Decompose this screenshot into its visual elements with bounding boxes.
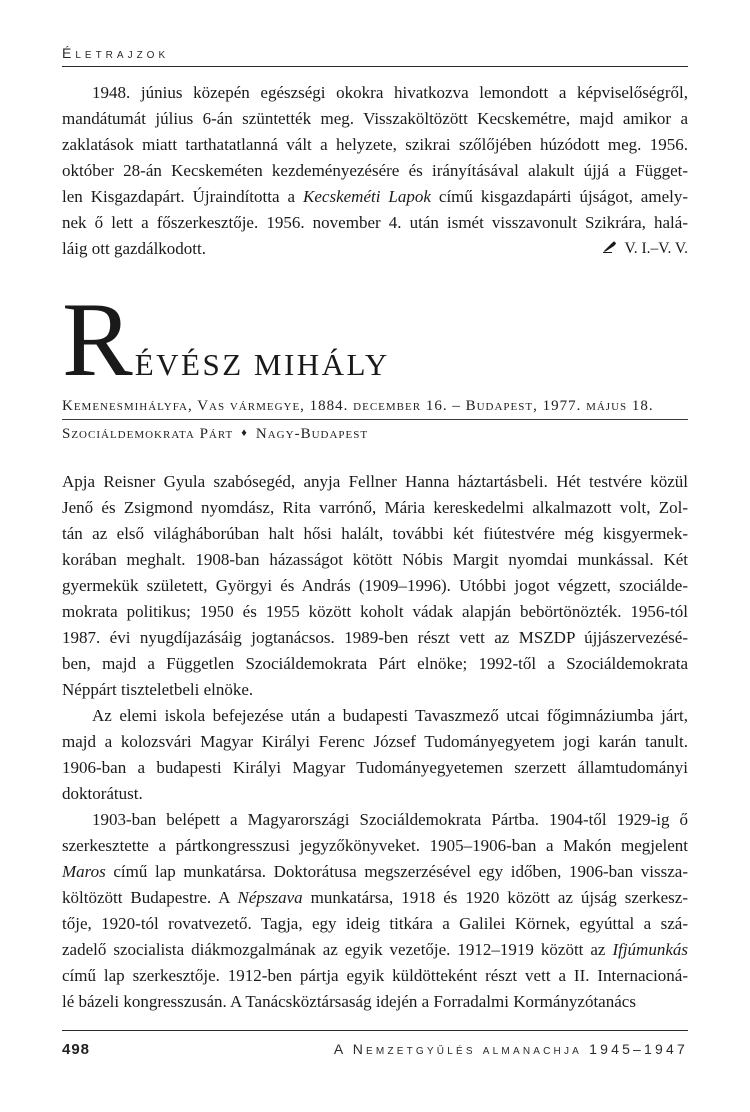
diamond-separator-icon: ♦ bbox=[241, 426, 248, 439]
text-line: című lap szerkesztője. 1912-ben pártja egyik küldötteként részt vett a II. Internacioná- bbox=[62, 966, 688, 985]
paragraph bbox=[62, 469, 688, 703]
text-line: ben, majd a Független Szociáldemokrata Párt elnöke; 1992-től a Szociáldemokrata bbox=[62, 654, 688, 673]
page-number: 498 bbox=[62, 1041, 91, 1058]
page-footer bbox=[62, 1030, 688, 1058]
text-line: zadelő szocialista diákmozgalmának az egyik vezetője. 1912–1919 között az Ifjúmunkás bbox=[62, 940, 688, 959]
text-line: nek ő lett a főszerkesztője. 1956. november 4. után ismét visszavonult Szikrára, halá- bbox=[62, 213, 688, 232]
text-line: költözött Budapestre. A Népszava munkatársa, 1918 és 1920 között az újság szerkesz- bbox=[62, 888, 688, 907]
text-line: tője, 1920-tól rovatvezető. Tagja, egy ideig titkára a Galilei Körnek, egyúttal a szá- bbox=[62, 914, 688, 933]
text-line: Az elemi iskola befejezése után a budapesti Tavaszmező utcai főgimnáziumba járt, bbox=[92, 706, 688, 725]
paragraph bbox=[62, 807, 688, 1015]
subtitle-rule bbox=[62, 419, 688, 420]
text-line: zaklatások miatt tarthatatlanná vált a helyzete, szikrai szőlőjében húzódott meg. 1956. bbox=[62, 135, 688, 154]
text-line: Jenő és Zsigmond nyomdász, Rita varrónő, Mária kereskedelmi alkalmazott volt, Zol- bbox=[62, 498, 688, 517]
text-line: len Kisgazdapárt. Újraindította a Kecskeméti Lapok című kisgazdapárti újságot, amely- bbox=[62, 187, 688, 206]
text-line: október 28-án Kecskeméten kezdeményezésére és irányításával alakult újjá a Függet- bbox=[62, 161, 688, 180]
text-line: 1906-ban a budapesti Királyi Magyar Tudományegyetemen szerzett államtudományi bbox=[62, 758, 688, 777]
author-signature bbox=[602, 236, 688, 262]
footer-rule bbox=[62, 1030, 688, 1031]
text-line: 1948. június közepén egészségi okokra hivatkozva lemondott a képviselőségről, bbox=[92, 83, 688, 102]
text-line: Maros című lap munkatársa. Doktorátusa megszerzésével egy időben, 1906-ban vissza- bbox=[62, 862, 688, 881]
header-rule bbox=[62, 66, 688, 67]
party-district-line bbox=[62, 425, 688, 443]
entry-name-heading bbox=[62, 281, 688, 398]
pen-icon bbox=[602, 236, 619, 262]
text-line: mokrata politikus; 1950 és 1955 között koholt vádak alapján bebörtönözték. 1956-tól bbox=[62, 602, 688, 621]
drop-cap-initial: R bbox=[62, 281, 133, 398]
birth-death-line: Kemenesmihályfa, Vas vármegye, 1884. december 16. – Budapest, 1977. május 18. bbox=[62, 398, 654, 414]
previous-entry-paragraph bbox=[62, 80, 688, 262]
party-name: Szociáldemokrata Párt bbox=[62, 426, 234, 442]
author-initials: V. I.–V. V. bbox=[624, 240, 688, 257]
text-line: Apja Reisner Gyula szabósegéd, anyja Fellner Hanna háztartásbeli. Hét testvére közül bbox=[62, 472, 688, 491]
text-line: doktorátust. bbox=[62, 784, 143, 803]
text-line: mandátumát július 6-án szüntették meg. Visszaköltözött Kecskemétre, majd amikor a bbox=[62, 109, 688, 128]
district-name: Nagy-Budapest bbox=[255, 426, 369, 442]
text-line: Néppárt tiszteletbeli elnöke. bbox=[62, 680, 254, 699]
paragraph bbox=[62, 703, 688, 807]
text-line: gyermekük született, Györgyi és András (1909–1996). Utóbbi jogot végzett, szociálde- bbox=[62, 576, 688, 595]
biography-body bbox=[62, 469, 688, 1015]
text-line: korában meghalt. 1908-ban házasságot kötött Nóbis Margit nyomdai munkással. Két bbox=[62, 550, 688, 569]
text-line: tán az első világháborúban halt hősi halált, további két fiútestvére még kisgyermek- bbox=[62, 524, 688, 543]
book-title: A Nemzetgyűlés almanachja 1945–1947 bbox=[333, 1041, 688, 1057]
text-line: 1987. évi nyugdíjazásáig jogtanácsos. 1989-ben részt vett az MSZDP újjászervezésé- bbox=[62, 628, 688, 647]
footer-row bbox=[62, 1041, 688, 1058]
text-line: 1903-ban belépett a Magyarországi Szociáldemokrata Pártba. 1904-től 1929-ig ő bbox=[92, 810, 688, 829]
text-line: majd a kolozsvári Magyar Királyi Ferenc József Tudományegyetem jogi karán tanult. bbox=[62, 732, 688, 751]
running-header: Életrajzok bbox=[62, 45, 170, 61]
text-line: szerkesztette a pártkongresszusi jegyzőkönyveket. 1905–1906-ban a Makón megjelent bbox=[62, 836, 688, 855]
text-line: láig ott gazdálkodott. bbox=[62, 239, 206, 258]
text-line: lé bázeli kongresszusán. A Tanácsköztársaság idején a Forradalmi Kormányzótanács bbox=[62, 992, 636, 1011]
entry-name: ÉVÉSZ MIHÁLY bbox=[134, 347, 390, 382]
